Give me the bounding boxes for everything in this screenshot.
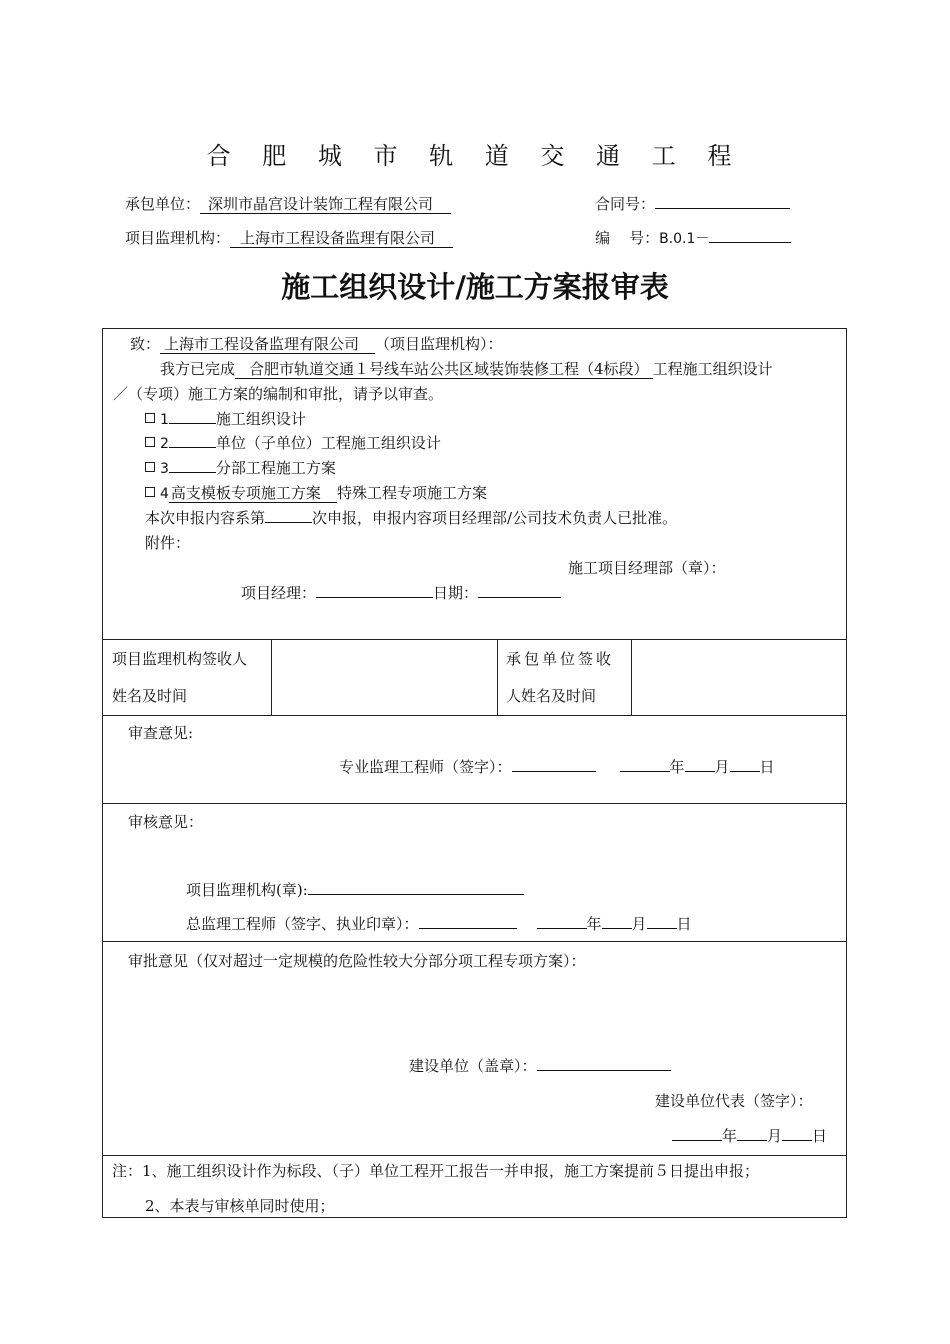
- supervisor-receiver-field[interactable]: [272, 640, 496, 714]
- owner-stamp-field[interactable]: [537, 1055, 671, 1071]
- audit-org-line: [186, 879, 524, 900]
- review-sign-line: [339, 756, 775, 777]
- to-suffix: （项目监理机构）：: [375, 335, 503, 353]
- supervisor-receiver-label-2: 姓名及时间: [112, 687, 188, 705]
- checkbox[interactable]: [145, 487, 155, 497]
- chief-sign-field[interactable]: [419, 913, 517, 929]
- option-number: 2: [160, 436, 169, 452]
- contractor-receiver-label-2: 人姓名及时间: [506, 687, 597, 705]
- approval-label: 审批意见（仅对超过一定规模的危险性较大分部分项工程专项方案）：: [128, 952, 586, 970]
- owner-stamp-label: 建设单位（盖章）：: [409, 1057, 537, 1075]
- checkbox[interactable]: [145, 437, 155, 447]
- approval-date-line: [672, 1125, 827, 1146]
- divider: [103, 941, 846, 942]
- manager-line: [241, 582, 561, 603]
- to-value[interactable]: 上海市工程设备监理有限公司: [160, 336, 375, 354]
- approval-month-field[interactable]: [737, 1125, 767, 1141]
- option-4[interactable]: [145, 482, 487, 503]
- note-1: 注：1、施工组织设计作为标段、（子）单位工程开工报告一并申报，施工方案提前５日提出申报；: [112, 1162, 760, 1180]
- day-label: 日: [812, 1127, 828, 1145]
- divider: [103, 803, 846, 804]
- audit-org-field[interactable]: [308, 879, 524, 895]
- review-day-field[interactable]: [730, 756, 760, 772]
- option-3[interactable]: [145, 457, 336, 478]
- completion-line-2: ／（专项）施工方案的编制和审批，请予以审查。: [113, 385, 444, 403]
- year-label: 年: [722, 1127, 738, 1145]
- audit-label: 审核意见：: [128, 813, 204, 831]
- supervisor-row: [125, 227, 453, 248]
- owner-stamp-line: [409, 1055, 671, 1076]
- audit-month-field[interactable]: [602, 913, 632, 929]
- form-title: 施工组织设计/施工方案报审表: [281, 270, 669, 304]
- year-label: 年: [669, 758, 685, 776]
- option-label: 施工组织设计: [215, 410, 306, 428]
- option-number: 1: [160, 412, 169, 428]
- checkbox[interactable]: [145, 462, 155, 472]
- date-label: 日期：: [433, 584, 479, 602]
- serial-field[interactable]: [709, 227, 791, 243]
- serial-row: [595, 227, 791, 248]
- project-name-field[interactable]: 合肥市轨道交通１号线车站公共区域装饰装修工程（4标段）: [235, 361, 653, 379]
- contractor-receiver-label-1: 承包单位签收: [506, 650, 615, 668]
- times-prefix: 本次申报内容系第: [145, 509, 266, 527]
- engineer-sign-field[interactable]: [512, 756, 596, 772]
- option-label: 分部工程施工方案: [215, 459, 336, 477]
- completion-prefix: 我方已完成: [160, 360, 236, 378]
- project-title: 合 肥 城 市 轨 道 交 通 工 程: [206, 142, 744, 170]
- option-1[interactable]: [145, 408, 306, 429]
- year-label: 年: [586, 915, 602, 933]
- contract-no-label: 合同号：: [595, 195, 656, 213]
- audit-day-field[interactable]: [647, 913, 677, 929]
- option-fill[interactable]: [169, 408, 216, 424]
- approval-year-field[interactable]: [672, 1125, 722, 1141]
- times-line: [145, 507, 677, 528]
- owner-rep-label: 建设单位代表（签字）：: [655, 1092, 813, 1110]
- attachment-label: 附件：: [145, 534, 191, 552]
- option-number: 4: [160, 486, 169, 502]
- supervisor-label: 项目监理机构：: [125, 229, 231, 247]
- contractor-value[interactable]: 深圳市晶宫设计装饰工程有限公司: [200, 196, 451, 214]
- review-label: 审查意见:: [128, 724, 194, 742]
- manager-label: 项目经理：: [241, 584, 317, 602]
- option-number: 3: [160, 461, 169, 477]
- option-label: 单位（子单位）工程施工组织设计: [215, 434, 441, 452]
- contractor-row: [125, 193, 451, 214]
- to-line: [130, 333, 503, 354]
- divider: [497, 639, 498, 715]
- times-suffix: 次申报，申报内容项目经理部/公司技术负责人已批准。: [312, 509, 678, 527]
- contractor-receiver-field[interactable]: [632, 640, 845, 714]
- contractor-label: 承包单位：: [125, 195, 201, 213]
- times-field[interactable]: [265, 507, 312, 523]
- approval-day-field[interactable]: [782, 1125, 812, 1141]
- to-label: 致：: [130, 335, 161, 353]
- option-fill[interactable]: 高支模板专项施工方案: [169, 485, 337, 503]
- dept-stamp-label: 施工项目经理部（章）：: [568, 559, 726, 577]
- review-year-field[interactable]: [620, 756, 670, 772]
- audit-year-field[interactable]: [537, 913, 587, 929]
- manager-field[interactable]: [316, 582, 433, 598]
- date-field[interactable]: [478, 582, 561, 598]
- engineer-label: 专业监理工程师（签字）：: [339, 758, 512, 776]
- day-label: 日: [676, 915, 692, 933]
- note-2: 2、本表与审核单同时使用；: [145, 1197, 335, 1215]
- contract-no-field[interactable]: [655, 193, 790, 209]
- day-label: 日: [759, 758, 775, 776]
- audit-sign-line: [186, 913, 692, 934]
- chief-label: 总监理工程师（签字、执业印章）：: [186, 915, 419, 933]
- divider: [103, 1155, 846, 1156]
- option-2[interactable]: [145, 432, 441, 453]
- serial-label: 编 号：: [595, 229, 660, 247]
- month-label: 月: [714, 758, 730, 776]
- divider: [103, 715, 846, 716]
- completion-suffix: 工程施工组织设计: [652, 360, 773, 378]
- option-fill[interactable]: [169, 457, 216, 473]
- completion-line: [160, 358, 773, 379]
- month-label: 月: [631, 915, 647, 933]
- supervisor-receiver-label-1: 项目监理机构签收人: [112, 650, 248, 668]
- month-label: 月: [767, 1127, 783, 1145]
- serial-value: B.0.1－: [659, 231, 710, 247]
- contract-no-row: [595, 193, 790, 214]
- option-label: 特殊工程专项施工方案: [336, 484, 487, 502]
- option-fill[interactable]: [169, 432, 216, 448]
- review-month-field[interactable]: [685, 756, 715, 772]
- checkbox[interactable]: [145, 413, 155, 423]
- audit-org-label: 项目监理机构(章):: [186, 881, 308, 899]
- supervisor-value[interactable]: 上海市工程设备监理有限公司: [230, 230, 453, 248]
